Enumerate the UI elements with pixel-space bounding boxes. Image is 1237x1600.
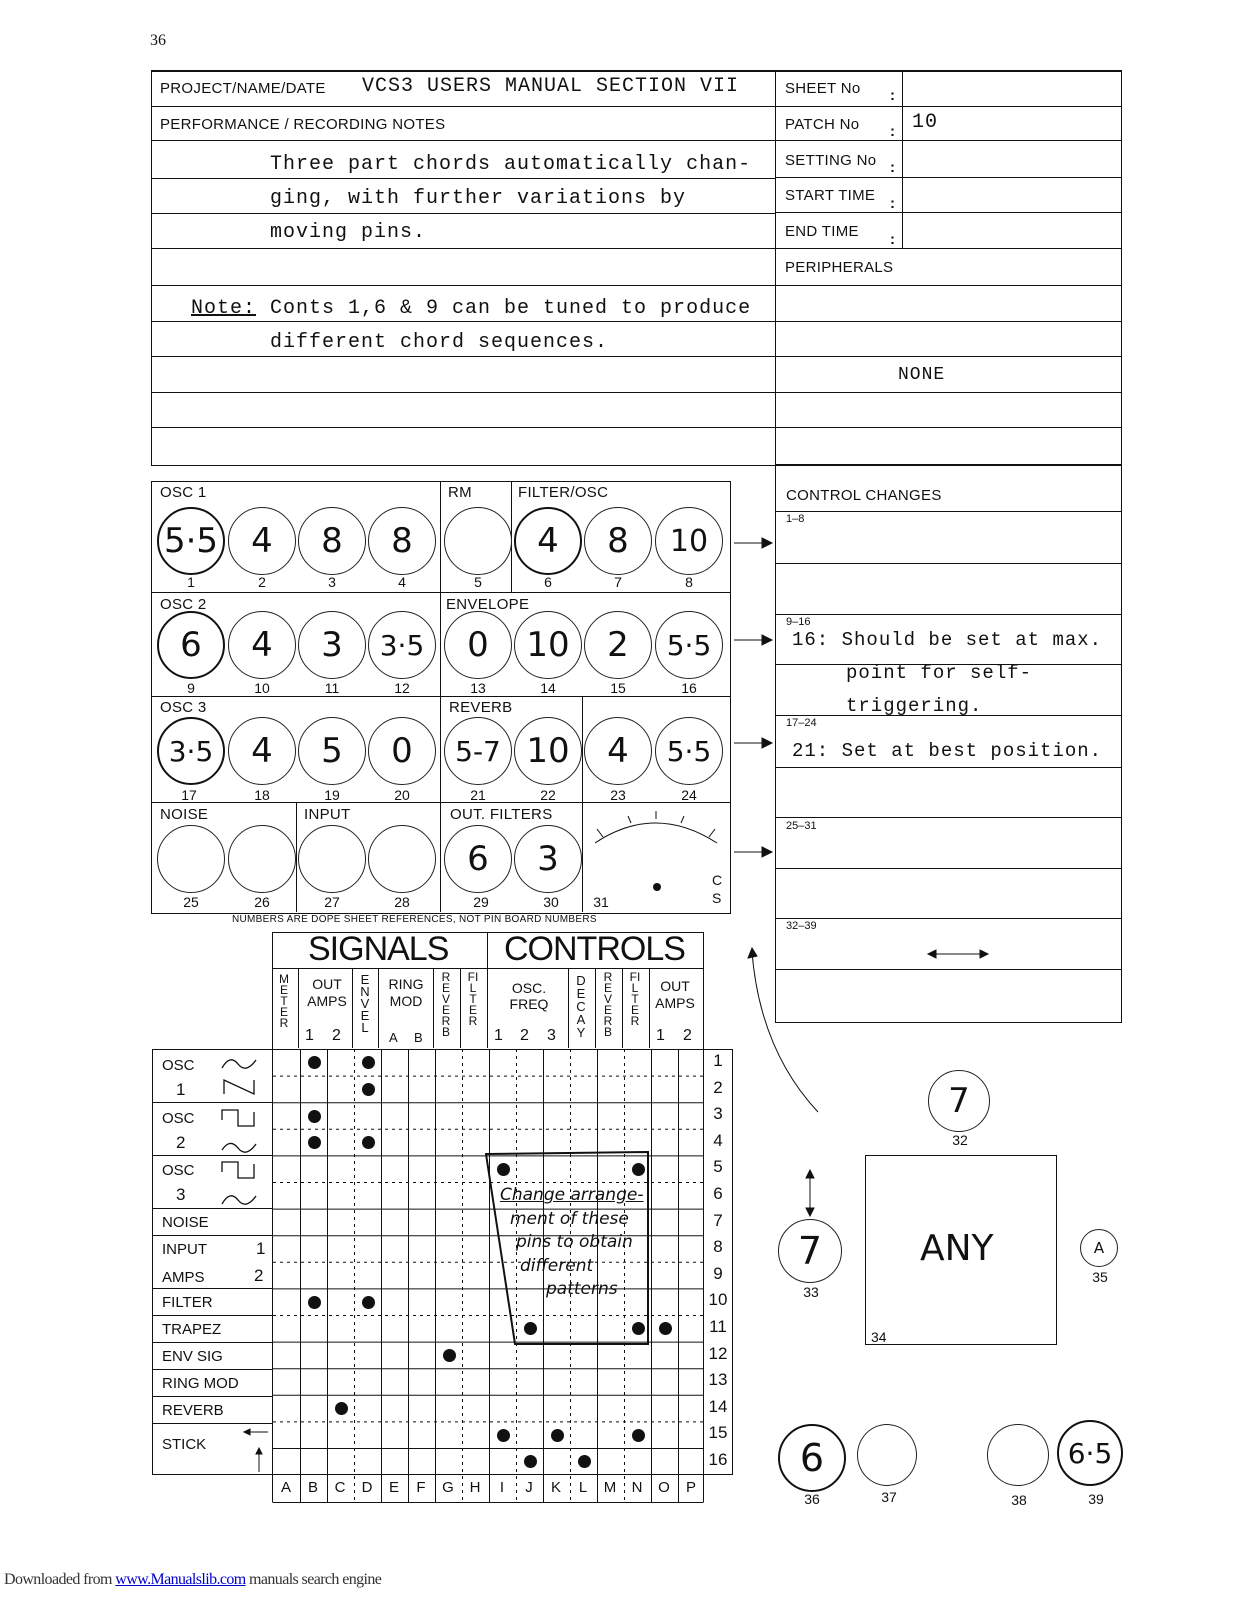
knob-num-4: 4	[398, 574, 406, 590]
knob-33: 7	[778, 1219, 842, 1283]
knob-num-29: 29	[473, 894, 489, 910]
knob-num-38: 38	[1011, 1492, 1027, 1508]
knob-11: 3	[298, 611, 366, 679]
knob-15: 2	[584, 611, 652, 679]
knob-20: 0	[368, 717, 436, 785]
joystick-box-num: 34	[871, 1329, 887, 1345]
column-letter: D	[361, 1479, 373, 1496]
meter-c: C	[712, 872, 723, 888]
column-letter: H	[469, 1479, 481, 1496]
knob-num-35: 35	[1092, 1269, 1108, 1285]
knob-22: 10	[514, 717, 582, 785]
sub-s2: 2	[332, 1027, 341, 1044]
knob-num-25: 25	[183, 894, 199, 910]
knob-39: 6·5	[1057, 1420, 1123, 1486]
knob-14: 10	[514, 611, 582, 679]
knob-27	[298, 825, 366, 893]
sub-filter-2: FILTER	[629, 970, 641, 1028]
footer-link[interactable]: www.Manualslib.com	[115, 1571, 246, 1588]
row-number: 10	[708, 1290, 728, 1310]
knob-num-12: 12	[394, 680, 410, 696]
knob-num-24: 24	[681, 787, 697, 803]
knob-num-8: 8	[685, 574, 693, 590]
knob-num-5: 5	[474, 574, 482, 590]
row-number: 12	[708, 1343, 728, 1363]
column-letter: L	[578, 1479, 588, 1496]
knob-37	[857, 1424, 917, 1486]
row-number: 15	[708, 1423, 728, 1443]
sub-a: A	[389, 1030, 398, 1045]
note-line-2: different chord sequences.	[270, 331, 609, 354]
meter-num: 31	[593, 894, 609, 910]
row-number: 1	[713, 1051, 723, 1070]
note-16: 16: Should be set at max.	[792, 629, 1103, 651]
column-letter: M	[603, 1479, 617, 1496]
knob-18: 4	[228, 717, 296, 785]
note-21: 21: Set at best position.	[792, 740, 1103, 762]
sub-s1: 1	[305, 1027, 314, 1044]
note-line-1: Conts 1,6 & 9 can be tuned to produce	[270, 297, 752, 320]
pin-dot[interactable]	[362, 1296, 375, 1309]
sub-f2: 2	[520, 1027, 529, 1044]
row-number: 2	[713, 1077, 723, 1097]
row-label-reverb: REVERB	[162, 1402, 224, 1419]
column-letter: A	[280, 1479, 291, 1496]
knob-13: 0	[444, 611, 512, 679]
control-changes-label: CONTROL CHANGES	[786, 487, 942, 504]
handwritten-line-2: ment of these	[510, 1208, 629, 1229]
project-value: VCS3 USERS MANUAL SECTION VII	[362, 75, 740, 98]
row-number: 8	[713, 1237, 723, 1257]
pin-dot[interactable]	[443, 1349, 456, 1362]
note-16b: point for self-	[846, 662, 1033, 684]
end-time-label: END TIME	[785, 223, 859, 240]
row-label-osc3n: 3	[176, 1185, 186, 1204]
row-number: 6	[713, 1184, 723, 1203]
sub-f1: 1	[494, 1027, 503, 1044]
knob-num-2: 2	[258, 574, 266, 590]
handwritten-line-5: patterns	[546, 1279, 618, 1299]
controls-title: CONTROLS	[504, 930, 685, 968]
project-label: PROJECT/NAME/DATE	[160, 80, 326, 97]
knob-num-37: 37	[881, 1489, 897, 1505]
start-time-label: START TIME	[785, 187, 876, 204]
waveform-icons	[218, 1050, 268, 1210]
knob-num-33: 33	[803, 1284, 819, 1300]
knob-2: 4	[228, 507, 296, 575]
sub-out-amps: OUT AMPS	[307, 976, 347, 1009]
row-label-osc2n: 2	[176, 1133, 186, 1152]
pin-dot[interactable]	[578, 1455, 591, 1468]
row-label-env-sig: ENV SIG	[162, 1348, 223, 1365]
pin-dot[interactable]	[497, 1429, 510, 1442]
knob-32: 7	[928, 1070, 990, 1132]
pin-dot[interactable]	[524, 1455, 537, 1468]
column-letter: K	[550, 1479, 561, 1496]
peripherals-value: NONE	[898, 365, 946, 385]
knob-36: 6	[778, 1424, 846, 1492]
sub-b: B	[414, 1030, 423, 1045]
row-label-osc3: OSC	[162, 1162, 195, 1179]
handwritten-note	[500, 1184, 643, 1302]
handwritten-line-1: Change arrange-	[500, 1185, 644, 1205]
row-number: 13	[708, 1370, 728, 1390]
row-label-amps: AMPS	[162, 1269, 205, 1286]
range-32-39: 32–39	[786, 920, 817, 932]
sub-o2: 2	[683, 1027, 692, 1044]
section-input: INPUT	[304, 806, 351, 823]
column-letter: B	[307, 1479, 318, 1496]
pin-dot[interactable]	[308, 1296, 321, 1309]
notes-line-1: Three part chords automatically chan-	[270, 153, 752, 176]
pin-dot[interactable]	[362, 1136, 375, 1149]
knob-4: 8	[368, 507, 436, 575]
knob-num-10: 10	[254, 680, 270, 696]
row-label-input: INPUT	[162, 1241, 207, 1258]
sub-reverb: REVERB	[441, 970, 451, 1039]
knob-num-26: 26	[254, 894, 270, 910]
sub-ring-mod: RING MOD	[388, 976, 424, 1009]
knob-9: 6	[157, 611, 225, 679]
column-letter: J	[525, 1479, 533, 1496]
pin-dot[interactable]	[362, 1056, 375, 1069]
footer	[4, 1571, 381, 1589]
knob-num-14: 14	[540, 680, 556, 696]
patch-no-value: 10	[912, 111, 939, 134]
knob-17: 3·5	[157, 717, 225, 785]
knob-7: 8	[584, 507, 652, 575]
peripherals-label: PERIPHERALS	[785, 259, 894, 276]
row-number: 16	[708, 1450, 728, 1469]
knob-num-39: 39	[1088, 1491, 1104, 1507]
knob-21: 5-7	[444, 717, 512, 785]
sub-o1: 1	[656, 1027, 665, 1044]
section-envelope: ENVELOPE	[446, 596, 530, 613]
range-17-24: 17–24	[786, 717, 817, 729]
knob-num-22: 22	[540, 787, 556, 803]
knob-6: 4	[514, 507, 582, 575]
notes-line-3: moving pins.	[270, 221, 427, 244]
knob-1: 5·5	[157, 507, 225, 575]
pin-dot[interactable]	[632, 1429, 645, 1442]
sub-f3: 3	[547, 1027, 556, 1044]
knob-29: 6	[444, 825, 512, 893]
stick-vertical-arrow	[802, 1168, 818, 1218]
knob-5	[444, 507, 512, 575]
sub-envel: ENVEL	[360, 972, 370, 1035]
row-number: 11	[709, 1317, 727, 1336]
knob-23: 4	[584, 717, 652, 785]
pin-dot[interactable]	[362, 1083, 375, 1096]
patch-no-label: PATCH No	[785, 116, 860, 133]
knob-num-9: 9	[187, 680, 195, 696]
footnote: NUMBERS ARE DOPE SHEET REFERENCES, NOT PIN BOARD NUMBERS	[232, 914, 597, 925]
section-osc3: OSC 3	[160, 699, 207, 716]
row-label-noise: NOISE	[162, 1214, 209, 1231]
knob-num-18: 18	[254, 787, 270, 803]
knob-num-11: 11	[324, 680, 340, 696]
range-1-8: 1–8	[786, 513, 805, 525]
row-number: 9	[713, 1263, 723, 1283]
row-label-filter: FILTER	[162, 1294, 213, 1311]
sheet-no-label: SHEET No	[785, 80, 861, 97]
knob-num-27: 27	[324, 894, 340, 910]
page-number: 36	[150, 32, 166, 49]
sub-meter: METER	[279, 972, 289, 1030]
footer-suffix: manuals search engine	[245, 1571, 382, 1588]
knob-num-6: 6	[544, 574, 552, 590]
stick-arrows	[240, 1426, 270, 1474]
row-number: 4	[713, 1130, 723, 1150]
pin-dot[interactable]	[308, 1110, 321, 1123]
row-number: 14	[708, 1396, 728, 1416]
range-9-16: 9–16	[786, 616, 811, 628]
row-label-amps2: 2	[254, 1266, 264, 1285]
knob-num-1: 1	[187, 574, 195, 590]
knob-num-17: 17	[181, 787, 197, 803]
joystick-arrows	[740, 940, 1080, 1120]
column-letter: I	[499, 1479, 505, 1496]
row-number: 3	[713, 1104, 723, 1124]
section-rm: RM	[448, 484, 472, 501]
knob-num-3: 3	[328, 574, 336, 590]
knob-num-21: 21	[470, 787, 486, 803]
row-label-osc1n: 1	[176, 1080, 186, 1099]
sub-osc-freq: OSC. FREQ	[509, 980, 549, 1012]
knob-num-15: 15	[610, 680, 626, 696]
sub-filter: FILTER	[467, 970, 479, 1028]
knob-24: 5·5	[655, 717, 723, 785]
knob-38	[987, 1424, 1049, 1486]
pin-dot[interactable]	[551, 1429, 564, 1442]
section-out-filters: OUT. FILTERS	[450, 806, 553, 823]
pin-dot[interactable]	[335, 1402, 348, 1415]
row-label-input1: 1	[256, 1239, 266, 1258]
setting-no-label: SETTING No	[785, 152, 877, 169]
handwritten-line-4: different	[520, 1255, 594, 1276]
handwritten-line-3: pins to obtain	[516, 1232, 633, 1252]
knob-num-20: 20	[394, 787, 410, 803]
signals-title: SIGNALS	[308, 930, 449, 968]
knob-10: 4	[228, 611, 296, 679]
pin-dot[interactable]	[308, 1136, 321, 1149]
sub-out-amps-2: OUT AMPS	[655, 978, 695, 1011]
knob-num-13: 13	[470, 680, 486, 696]
footer-prefix: Downloaded from	[4, 1571, 116, 1588]
pin-dot[interactable]	[308, 1056, 321, 1069]
row-label-trapez: TRAPEZ	[162, 1321, 222, 1338]
column-letter: O	[658, 1479, 670, 1496]
section-filter-osc: FILTER/OSC	[518, 484, 609, 501]
section-reverb: REVERB	[449, 699, 513, 716]
row-number: 5	[713, 1157, 723, 1177]
sub-reverb-2: REVERB	[603, 970, 613, 1039]
range-25-31: 25–31	[786, 820, 817, 832]
knob-num-36: 36	[804, 1491, 820, 1507]
meter-s: S	[712, 890, 722, 906]
notes-line-2: ging, with further variations by	[270, 187, 687, 210]
notes-label: PERFORMANCE / RECORDING NOTES	[160, 116, 446, 133]
column-letter: G	[442, 1479, 454, 1496]
knob-25	[157, 825, 225, 893]
sub-decay: DECAY	[576, 973, 586, 1040]
knob-num-7: 7	[614, 574, 622, 590]
knob-26	[228, 825, 296, 893]
section-noise: NOISE	[160, 806, 209, 823]
knob-num-32: 32	[952, 1132, 968, 1148]
knob-3: 8	[298, 507, 366, 575]
row-label-osc1: OSC	[162, 1057, 195, 1074]
knob-8: 10	[655, 507, 723, 575]
column-letter: F	[416, 1479, 426, 1496]
row-label-stick: STICK	[162, 1436, 207, 1453]
knob-num-23: 23	[610, 787, 626, 803]
knob-num-19: 19	[324, 787, 340, 803]
column-letter: C	[334, 1479, 346, 1496]
knob-num-28: 28	[394, 894, 410, 910]
knob-16: 5·5	[655, 611, 723, 679]
pin-dot[interactable]	[659, 1322, 672, 1335]
column-letter: P	[685, 1479, 696, 1496]
knob-30: 3	[514, 825, 582, 893]
row-number: 7	[713, 1210, 723, 1230]
row-label-osc2: OSC	[162, 1110, 195, 1127]
knob-35: A	[1080, 1229, 1118, 1267]
section-osc2: OSC 2	[160, 596, 207, 613]
section-osc1: OSC 1	[160, 484, 207, 501]
knob-12: 3·5	[368, 611, 436, 679]
note-16c: triggering.	[846, 695, 983, 717]
knob-num-30: 30	[543, 894, 559, 910]
column-letter: N	[631, 1479, 643, 1496]
knob-28	[368, 825, 436, 893]
joystick-box-text: ANY	[920, 1228, 994, 1269]
knob-num-16: 16	[681, 680, 697, 696]
note-word: Note:	[191, 297, 257, 320]
knob-19: 5	[298, 717, 366, 785]
row-label-ring-mod: RING MOD	[162, 1375, 239, 1392]
column-letter: E	[388, 1479, 399, 1496]
